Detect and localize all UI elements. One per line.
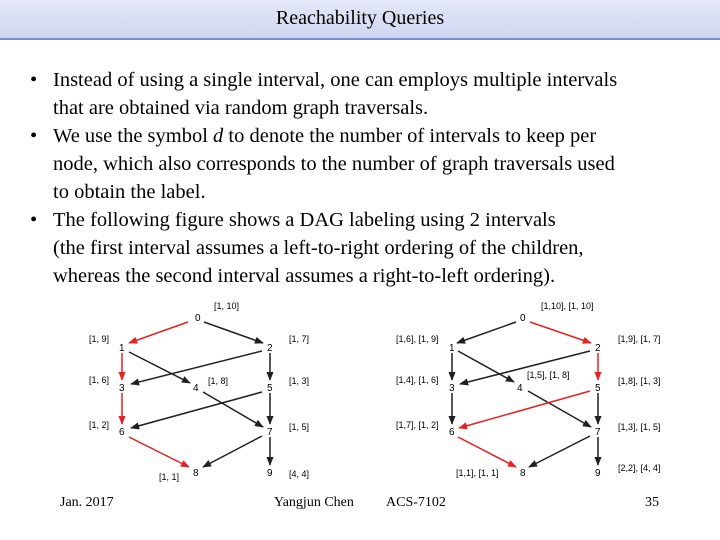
right-label-4: [1,5], [1, 8]: [527, 370, 570, 380]
left-edge-0-1: [129, 322, 188, 343]
bullet-1-line-2: that are obtained via random graph traversals.: [53, 97, 429, 119]
right-label-7: [1,3], [1, 5]: [618, 422, 661, 432]
bullet-3-line-1: The following figure shows a DAG labeling using 2 intervals: [53, 209, 556, 231]
bullet-2-line-2: node, which also corresponds to the number of graph traversals used: [53, 153, 615, 175]
footer-course: ACS-7102: [386, 495, 446, 510]
left-label-7: [1, 5]: [289, 422, 310, 432]
left-node-6: 6: [119, 427, 125, 438]
right-dag-edges: [452, 322, 598, 467]
bullet-dot: •: [30, 125, 38, 147]
left-node-7: 7: [267, 427, 273, 438]
right-node-4: 4: [517, 383, 523, 394]
right-label-1: [1,6], [1, 9]: [396, 334, 439, 344]
bullet-dot: •: [30, 209, 38, 231]
left-node-2: 2: [267, 343, 273, 354]
right-edge-0-1: [457, 322, 516, 343]
right-label-9: [2,2], [4, 4]: [618, 463, 661, 473]
bullet-2-line-3: to obtain the label.: [53, 181, 206, 203]
right-label-2: [1,9], [1, 7]: [618, 334, 661, 344]
right-node-1: 1: [449, 343, 455, 354]
right-node-9: 9: [595, 468, 601, 479]
left-edge-5-6: [131, 392, 262, 428]
left-dag-edges: [122, 322, 270, 467]
left-node-5: 5: [267, 383, 273, 394]
footer-author: Yangjun Chen: [274, 495, 354, 510]
right-label-8: [1,1], [1, 1]: [456, 468, 499, 478]
right-label-5: [1,8], [1, 3]: [618, 376, 661, 386]
left-node-3: 3: [119, 383, 125, 394]
right-dag: [396, 301, 661, 479]
right-edge-7-8: [529, 436, 590, 467]
right-node-7: 7: [595, 427, 601, 438]
left-label-4: [1, 8]: [208, 376, 229, 386]
bullet-3-line-2: (the first interval assumes a left-to-right ordering of the children,: [53, 237, 584, 259]
left-edge-2-3: [131, 351, 262, 384]
right-node-2: 2: [595, 343, 601, 354]
left-edge-0-2: [204, 322, 263, 343]
left-label-0: [1, 10]: [214, 301, 240, 311]
left-edge-1-4: [129, 352, 190, 383]
bullet-dot: •: [30, 69, 38, 91]
bullet-2-line-1: We use the symbol d to denote the number of intervals to keep per: [53, 125, 597, 147]
bullet-3-line-3: whereas the second interval assumes a right-to-left ordering).: [53, 265, 556, 287]
right-edge-6-8: [458, 437, 516, 467]
right-node-8: 8: [520, 468, 526, 479]
right-node-3: 3: [449, 383, 455, 394]
footer-date: Jan. 2017: [60, 495, 114, 510]
left-edge-7-8: [203, 436, 262, 467]
right-edge-4-7: [528, 391, 591, 427]
right-node-5: 5: [595, 383, 601, 394]
left-node-9: 9: [267, 468, 273, 479]
right-edge-2-3: [460, 351, 590, 384]
right-edge-5-6: [459, 391, 590, 428]
footer-page-number: 35: [645, 495, 659, 510]
right-label-6: [1,7], [1, 2]: [396, 420, 439, 430]
left-dag: [89, 301, 309, 482]
right-dag-labels: [396, 301, 661, 478]
left-node-0: 0: [195, 313, 201, 324]
left-node-4: 4: [193, 383, 199, 394]
left-label-1: [1, 9]: [89, 334, 110, 344]
right-label-0: [1,10], [1, 10]: [541, 301, 594, 311]
slide-title: Reachability Queries: [275, 7, 445, 29]
right-edge-0-2: [530, 322, 591, 343]
left-edge-6-8: [129, 437, 189, 467]
left-node-1: 1: [119, 343, 125, 354]
right-node-0: 0: [520, 313, 526, 324]
left-label-8: [1, 1]: [159, 472, 180, 482]
right-node-6: 6: [449, 427, 455, 438]
left-edge-4-7: [203, 392, 263, 427]
left-label-2: [1, 7]: [289, 334, 310, 344]
left-label-6: [1, 2]: [89, 420, 110, 430]
left-label-5: [1, 3]: [289, 376, 310, 386]
left-node-8: 8: [193, 468, 199, 479]
bullet-1-line-1: Instead of using a single interval, one can employs multiple intervals: [53, 69, 618, 91]
left-label-3: [1, 6]: [89, 375, 110, 385]
right-label-3: [1,4], [1, 6]: [396, 375, 439, 385]
left-label-9: [4, 4]: [289, 469, 310, 479]
